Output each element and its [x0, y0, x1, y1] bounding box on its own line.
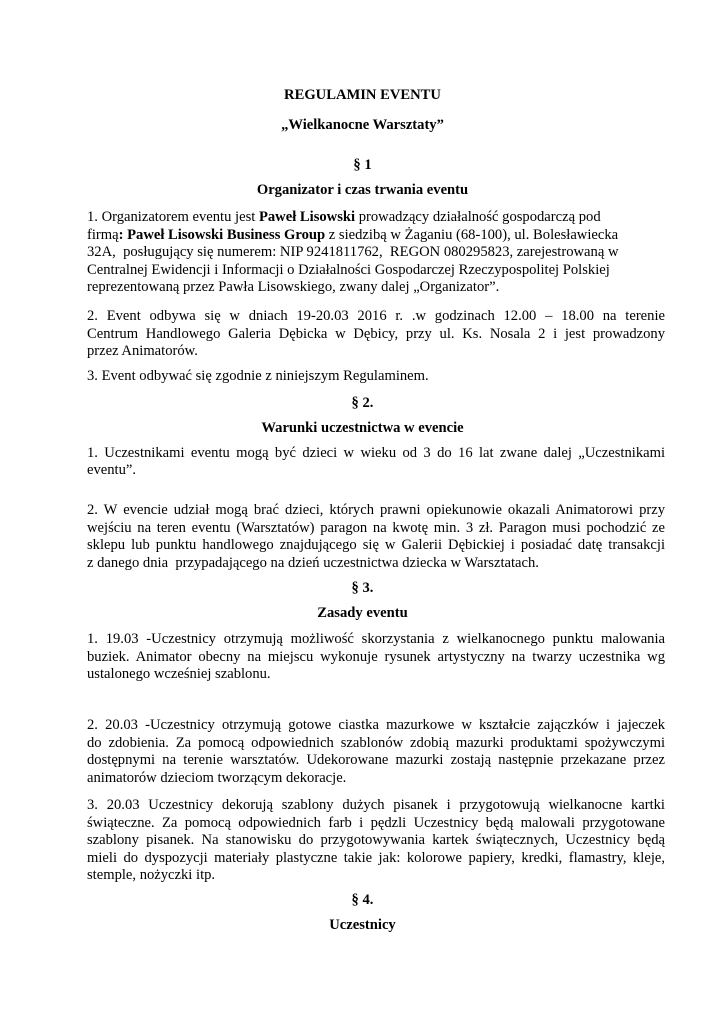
paragraph-line: reprezentowaną przez Pawła Lisowskiego, zwany dalej „Organizator”. [87, 279, 500, 295]
paragraph-line: świąteczne. Za pomocą odpowiednich farb i pędzli Uczestnicy będą malowali przygotowane [87, 815, 665, 831]
paragraph-line: 1. Uczestnikami eventu mogą być dzieci w wieku od 3 do 16 lat zwane dalej „Uczestnikami [87, 445, 665, 461]
paragraph-line: przez Animatorów. [87, 343, 198, 359]
organizer-name: Paweł Lisowski [258, 209, 356, 225]
section-3-mark: § 3. [351, 580, 374, 596]
paragraph-line: eventu”. [87, 462, 137, 478]
paragraph-line: dostępnymi na terenie warsztatów. Udekorowane mazurki zostają następnie przekazane przez [87, 752, 665, 768]
paragraph-line: mieli do dyspozycji materiały plastyczne takie jak: kolorowe papiery, kredki, flamastry, kleje, [87, 850, 665, 866]
paragraph-line: szablony pisanek. Na stanowisku do przygotowywania kartek świątecznych, Uczestnicy będą [87, 832, 665, 848]
paragraph-line: ustalonego wcześniej szablonu. [87, 666, 271, 682]
paragraph-line: 2. W evencie udział mogą brać dzieci, których prawni opiekunowie okazali Animatorowi przy [87, 502, 665, 518]
section-1-heading: Organizator i czas trwania eventu [256, 182, 469, 198]
section-2-mark: § 2. [351, 395, 374, 411]
paragraph-line: do zdobienia. Za pomocą odpowiednich szablonów zdobią mazurki produktami spożywczymi [87, 735, 665, 751]
paragraph-line: 1. 19.03 -Uczestnicy otrzymują możliwość skorzystania z wielkanocnego punktu malowania [87, 631, 665, 647]
paragraph-line: animatorów dzieciom tworzącym dekoracje. [87, 770, 347, 786]
paragraph-line: z danego dnia przypadającego na dzień uczestnictwa dziecka w Warsztatach. [87, 555, 539, 571]
paragraph-line: 1. Organizatorem eventu jest Paweł Lisowski prowadzący działalność gospodarczą pod [87, 209, 601, 225]
paragraph-line: sklepu lub punktu handlowego znajdującego się w Galerii Dębickiej i posiadać datę transakcji [87, 537, 665, 553]
document-title: REGULAMIN EVENTU [284, 87, 441, 103]
paragraph-line: 3. Event odbywać się zgodnie z niniejszym Regulaminem. [87, 368, 429, 384]
paragraph-line: firmą: Paweł Lisowski Business Group z siedzibą w Żaganiu (68-100), ul. Bolesławiecka [87, 227, 619, 243]
paragraph-line: 2. 20.03 -Uczestnicy otrzymują gotowe ciastka mazurkowe w kształcie zajączków i jajeczek [87, 717, 665, 733]
section-4-mark: § 4. [351, 892, 374, 908]
paragraph-line: 2. Event odbywa się w dniach 19-20.03 2016 r. .w godzinach 12.00 – 18.00 na terenie [87, 308, 665, 324]
paragraph-line: 3. 20.03 Uczestnicy dekorują szablony dużych pisanek i przygotowują wielkanocne kartki [87, 797, 665, 813]
section-3-heading: Zasady eventu [317, 605, 408, 621]
paragraph-line: 32A, posługujący się numerem: NIP 9241811762, REGON 080295823, zarejestrowaną w [87, 244, 619, 260]
paragraph-line: stemple, nożyczki itp. [87, 867, 216, 883]
document-subtitle: „Wielkanocne Warsztaty” [281, 117, 444, 133]
paragraph-line: Centrum Handlowego Galeria Dębicka w Dębicy, przy ul. Ks. Nosala 2 i jest prowadzony [87, 326, 665, 342]
company-name: : Paweł Lisowski Business Group [118, 227, 326, 243]
section-1-mark: § 1 [353, 157, 372, 173]
paragraph-line: wejściu na teren eventu (Warsztatów) paragon na kwotę min. 3 zł. Paragon musi pochodzić ze [87, 520, 665, 536]
section-4-heading: Uczestnicy [329, 917, 396, 933]
section-2-heading: Warunki uczestnictwa w evencie [261, 420, 464, 436]
paragraph-line: Centralnej Ewidencji i Informacji o Działalności Gospodarczej Rzeczypospolitej Polskiej [87, 262, 610, 278]
paragraph-line: buziek. Animator obecny na miejscu wykonuje rysunek artystyczny na twarzy uczestnika wg [87, 649, 665, 665]
